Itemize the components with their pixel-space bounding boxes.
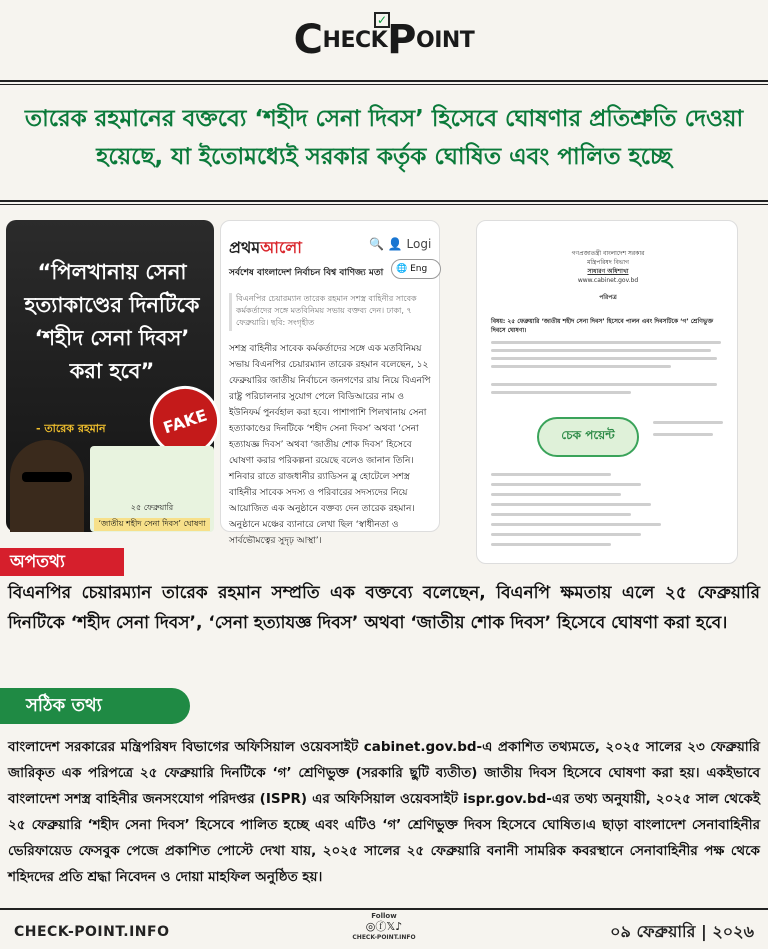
gov-circular-card bbox=[476, 220, 738, 564]
text-line bbox=[653, 433, 713, 436]
publish-date: ০৯ ফেব্রুয়ারি | ২০২৬ bbox=[610, 922, 754, 941]
text-line bbox=[491, 365, 671, 368]
text-line bbox=[491, 543, 611, 546]
poster-image bbox=[90, 446, 214, 532]
fact-text: বাংলাদেশ সরকারের মন্ত্রিপরিষদ বিভাগের অফিসিয়াল ওয়েবসাইট cabinet.gov.bd-এ প্রকাশিত তথ্যমতে, ২০২৫ সালের ২৩ ফেব্রুয়ারি জারিকৃত এক পরিপত্রে ২৫ ফেব্রুয়ারি দিনটিকে ‘গ’ শ্রেণিভুক্ত (সরকারি ছুটি ব্যতীত) জাতীয় দিবস হিসেবে ঘোষণা করা হয়। একইভাবে বাংলাদেশ সশস্ত্র বাহিনীর জনসংযোগ পরিদপ্তর (ISPR) এর অফিসিয়াল ওয়েবসাইট ispr.gov.bd-এর তথ্য অনুযায়ী, ২০২৫ সাল থেকেই ২৫ ফেব্রুয়ারি ‘শহীদ সেনা দিবস’ হিসেবে পালিত হচ্ছে এবং এটিও ‘গ’ শ্রেণিভুক্ত দিবস হিসেবে ঘোষিত।এ ছাড়া বাংলাদেশ সেনাবাহিনীর ভেরিফায়েড ফেসবুক পেজে প্রকাশিত পোস্টে দেখা যায়, ২০২৫ সালের ২৫ ফেব্রুয়ারি বনানী সামরিক কবরস্থানে সেনাবাহিনীর পক্ষ থেকে শহিদদের প্রতি শ্রদ্ধা নিবেদন ও দোয়া মাহফিল অনুষ্ঠিত হয়। bbox=[8, 739, 760, 885]
social-follow bbox=[334, 912, 434, 941]
social-icons[interactable]: ◎ⓕ𝕏♪ bbox=[365, 920, 403, 933]
news-nav: সর্বশেষ বাংলাদেশ নির্বাচন বিশ্ব বাণিজ্য মতা bbox=[229, 268, 384, 278]
follow-site: CHECK-POINT.INFO bbox=[352, 934, 416, 941]
fake-quote: “পিলখানায় সেনা হত্যাকাণ্ডের দিনটিকে ‘শহীদ সেনা দিবস’ করা হবে” bbox=[24, 260, 200, 383]
logo-wordmark: CHECKPOINT bbox=[293, 17, 475, 63]
text-line bbox=[491, 349, 711, 352]
text-line bbox=[491, 533, 641, 536]
poster-date: ২৫ ফেব্রুয়ারি bbox=[130, 503, 174, 512]
circular-subject: বিষয়: ২৫ ফেব্রুয়ারি ‘জাতীয় শহীদ সেনা দিবস’ হিসেবে পালন এবং দিবসটিকে ‘গ’ শ্রেণিভুক্ত দিবসে ঘোষণা। bbox=[491, 318, 714, 334]
text-line bbox=[491, 513, 631, 516]
fact-label: সঠিক তথ্য bbox=[0, 688, 190, 724]
top-divider bbox=[0, 80, 768, 82]
news-brand: প্রথমআলো bbox=[229, 238, 302, 257]
title-divider bbox=[0, 200, 768, 202]
text-line bbox=[491, 357, 717, 360]
photo-caption: বিএনপির চেয়ারম্যান তারেক রহমান সশস্ত্র বাহিনীর সাবেক কর্মকর্তাদের সঙ্গে মতবিনিময় সভায় বক্তব্য দেন। ঢাকা, ৭ ফেব্রুয়ারি। ছবি: সংগৃহীত bbox=[229, 293, 437, 331]
misinfo-text: বিএনপির চেয়ারম্যান তারেক রহমান সম্প্রতি এক বক্তব্যে বলেছেন, বিএনপি ক্ষমতায় এলে ২৫ ফেব্রুয়ারি দিনটিকে ‘শহীদ সেনা দিবস’, ‘সেনা হত্যাযজ্ঞ দিবস’ অথবা ‘জাতীয় শোক দিবস’ হিসেবে ঘোষণা করা হবে। bbox=[8, 583, 760, 633]
follow-label: Follow bbox=[371, 912, 397, 920]
footer-divider bbox=[0, 908, 768, 910]
text-line bbox=[491, 341, 721, 344]
person-photo bbox=[10, 440, 84, 532]
sunglasses-icon bbox=[22, 472, 72, 482]
headline: তারেক রহমানের বক্তব্যে ‘শহীদ সেনা দিবস’ হিসেবে ঘোষণার প্রতিশ্রুতি দেওয়া হয়েছে, যা ইতোমধ্যেই সরকার কর্তৃক ঘোষিত এবং পালিত হচ্ছে bbox=[24, 106, 744, 170]
text-line bbox=[491, 523, 661, 526]
watermark-stamp: চেক পয়েন্ট bbox=[537, 417, 639, 457]
news-body: সশস্ত্র বাহিনীর সাবেক কর্মকর্তাদের সঙ্গে এক মতবিনিময় সভায় বিএনপির চেয়ারম্যান তারেক রহমান বলেছেন, ১২ ফেব্রুয়ারির জাতীয় নির্বাচনে জনগণের রায় নিয়ে বিএনপি রাষ্ট্র পরিচালনার সুযোগ পেলে বিডিআরের নাম ও ইউনিফর্ম পুনর্বহাল করা হবে। পাশাপাশি পিলখানায় সেনা হত্যাকাণ্ডের দিনটিকে ‘শহীদ সেনা দিবস’ অথবা ‘সেনা হত্যাযজ্ঞ দিবস’ অথবা ‘জাতীয় শোক দিবস’ হিসেবে ঘোষণা করার পরিকল্পনা রয়েছে বলেও জানান তিনি। শনিবার রাতে রাজধানীর র‍্যাডিসন ব্লু হোটেলে সশস্ত্র বাহিনীর সাবেক সদস্য ও পরিবারের সদস্যদের নিয়ে আয়োজিত এক অনুষ্ঠানে বক্তব্য দেন তারেক রহমান। অনুষ্ঠানে মঞ্চের ব্যানারে লেখা ছিল ‘স্বাধীনতা ও সার্বভৌমত্বের সুদৃঢ় আস্থা’। bbox=[229, 344, 431, 546]
text-line bbox=[491, 503, 651, 506]
top-divider-thin bbox=[0, 84, 768, 85]
news-screenshot-card bbox=[220, 220, 440, 546]
search-icon: 🔍 👤 Logi bbox=[369, 237, 432, 251]
quote-author: - তারেক রহমান bbox=[36, 422, 106, 435]
text-line bbox=[491, 483, 641, 486]
text-line bbox=[491, 391, 631, 394]
misinfo-label: অপতথ্য bbox=[0, 548, 124, 576]
fake-stamp: FAKE bbox=[141, 377, 229, 465]
title-divider-thin bbox=[0, 204, 768, 205]
text-line bbox=[653, 421, 723, 424]
fake-quote-card bbox=[6, 220, 214, 532]
poster-caption: ‘জাতীয় শহীদ সেনা দিবস’ ঘোষণা bbox=[94, 518, 210, 531]
footer-site[interactable]: CHECK-POINT.INFO bbox=[14, 924, 170, 940]
language-toggle: 🌐 Eng bbox=[391, 259, 441, 279]
text-line bbox=[491, 473, 611, 476]
circular-header: গণপ্রজাতন্ত্রী বাংলাদেশ সরকার মন্ত্রিপরিষদ বিভাগ সাধারণ অধিশাখা www.cabinet.gov.bd পরিপত্র bbox=[571, 250, 645, 301]
text-line bbox=[491, 383, 717, 386]
evidence-collage bbox=[0, 214, 768, 544]
checkbox-icon: ✓ bbox=[374, 12, 390, 28]
text-line bbox=[491, 493, 621, 496]
